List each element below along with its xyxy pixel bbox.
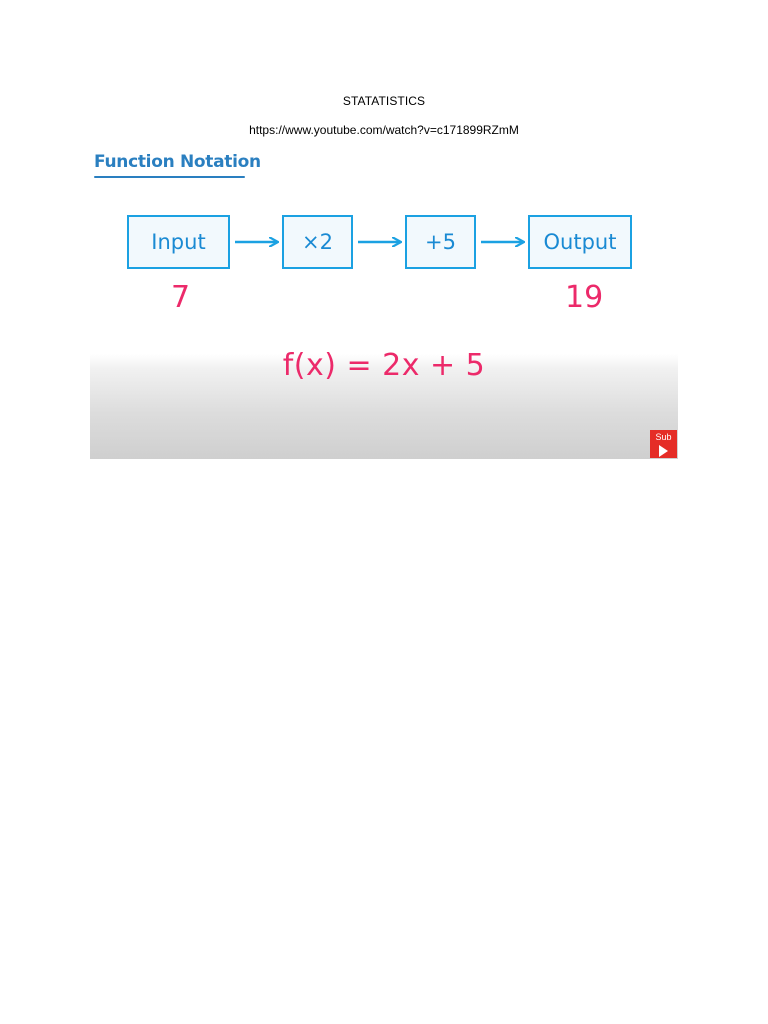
video-thumbnail[interactable] bbox=[90, 144, 678, 459]
output-box: Output bbox=[528, 215, 632, 269]
video-link[interactable]: https://www.youtube.com/watch?v=c171899RZmM bbox=[249, 123, 519, 137]
function-notation-heading: Function Notation bbox=[94, 152, 261, 172]
input-box: Input bbox=[127, 215, 230, 269]
multiply-box: ×2 bbox=[282, 215, 353, 269]
function-equation: f(x) = 2x + 5 bbox=[282, 348, 486, 383]
input-value: 7 bbox=[171, 280, 191, 315]
document-title: STATATISTICS bbox=[342, 94, 426, 108]
output-value: 19 bbox=[565, 280, 604, 315]
subscribe-button[interactable] bbox=[650, 430, 677, 458]
add-box: +5 bbox=[405, 215, 476, 269]
play-icon bbox=[659, 445, 668, 457]
subscribe-label: Sub bbox=[655, 432, 672, 442]
